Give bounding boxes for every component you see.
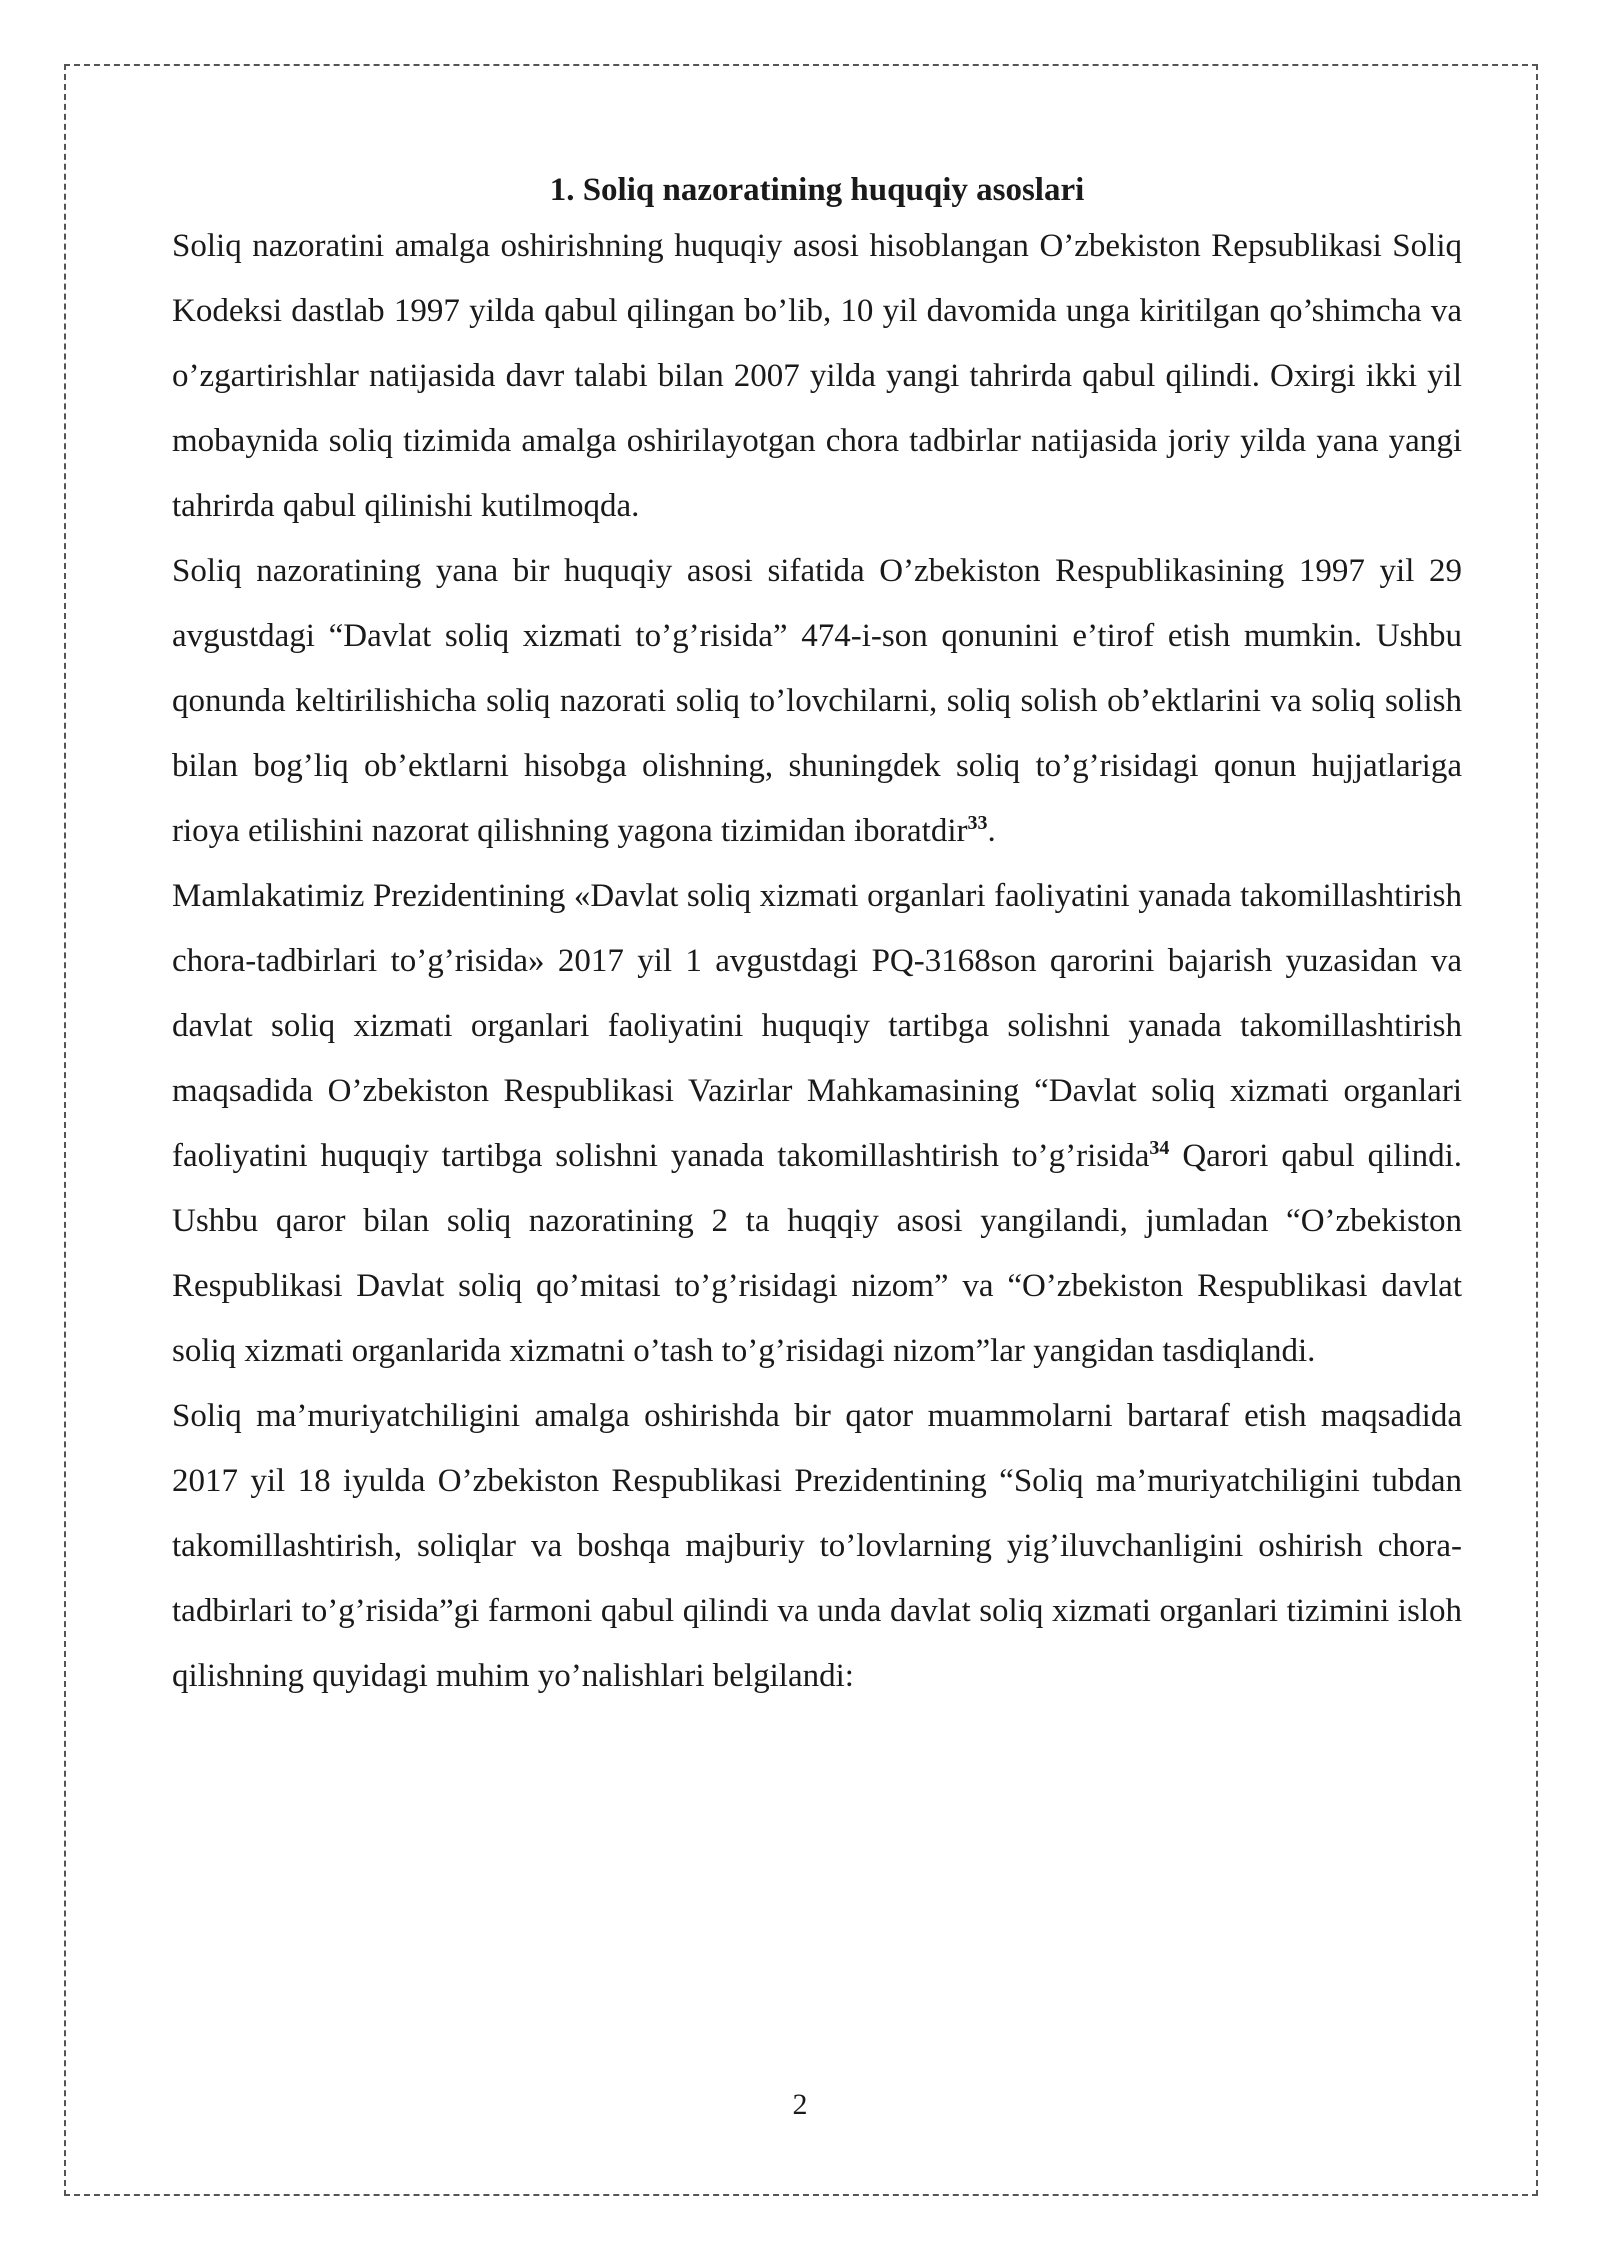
- paragraph-4-text: Soliq ma’muriyatchiligini amalga oshirishda bir qator muammolarni bartaraf etish maqsadida 2017 yil 18 iyulda O’zbekiston Respublikasi Prezidentining “Soliq ma’muriyatchiligini tubdan takomillashtirish, soliqlar va boshqa majburiy to’lovlarning yig’iluvchanligini oshirish chora-tadbirlari to’g’risida”gi farmoni qabul qilindi va unda davlat soliq xizmati organlari tizimini isloh qilishning quyidagi muhim yo’nalishlari belgilandi:: [172, 1398, 1462, 1694]
- document-body: [172, 166, 1462, 1709]
- paragraph-3-tail: Qarori qabul qilindi. Ushbu qaror bilan soliq nazoratining 2 ta huqqiy asosi yangilandi, jumladan “O’zbekiston Respublikasi Davlat soliq qo’mitasi to’g’risidagi nizom” va “O’zbekiston Respublikasi davlat soliq xizmati organlarida xizmatni o’tash to’g’risidagi nizom”lar yangidan tasdiqlandi.: [172, 1138, 1462, 1369]
- paragraph-1-text: Soliq nazoratini amalga oshirishning huquqiy asosi hisoblangan O’zbekiston Repsublikasi Soliq Kodeksi dastlab 1997 yilda qabul qilingan bo’lib, 10 yil davomida unga kiritilgan qo’shimcha va o’zgartirishlar natijasida davr talabi bilan 2007 yilda yangi tahrirda qabul qilindi. Oxirgi ikki yil mobaynida soliq tizimida amalga oshirilayotgan chora tadbirlar natijasida joriy yilda yana yangi tahrirda qabul qilinishi kutilmoqda.: [172, 228, 1462, 524]
- paragraph-3: [172, 864, 1462, 1384]
- paragraph-3-text: Mamlakatimiz Prezidentining «Davlat soliq xizmati organlari faoliyatini yanada takomillashtirish chora-tadbirlari to’g’risida» 2017 yil 1 avgustdagi PQ-3168son qarorini bajarish yuzasidan va davlat soliq xizmati organlari faoliyatini huquqiy tartibga solishni yanada takomillashtirish maqsadida O’zbekiston Respublikasi Vazirlar Mahkamasining “Davlat soliq xizmati organlari faoliyatini huquqiy tartibga solishni yanada takomillashtirish to’g’risida: [172, 878, 1462, 1174]
- paragraph-2-text: Soliq nazoratining yana bir huquqiy asosi sifatida O’zbekiston Respublikasining 1997 yil 29 avgustdagi “Davlat soliq xizmati to’g’risida” 474-i-son qonunini e’tirof etish mumkin. Ushbu qonunda keltirilishicha soliq nazorati soliq to’lovchilarni, soliq solish ob’ektlarini va soliq solish bilan bog’liq ob’ektlarni hisobga olishning, shuningdek soliq to’g’risidagi qonun hujjatlariga rioya etilishini nazorat qilishning yagona tizimidan iboratdir: [172, 553, 1462, 849]
- paragraph-1: [172, 214, 1462, 539]
- paragraph-2: [172, 539, 1462, 864]
- footnote-ref-33[interactable]: 33: [967, 812, 988, 834]
- footnote-ref-34[interactable]: 34: [1149, 1137, 1170, 1159]
- page-number: 2: [792, 2088, 808, 2121]
- paragraph-4: [172, 1384, 1462, 1709]
- section-heading: 1. Soliq nazoratining huquqiy asoslari: [549, 172, 1085, 208]
- paragraph-2-tail: .: [987, 813, 996, 849]
